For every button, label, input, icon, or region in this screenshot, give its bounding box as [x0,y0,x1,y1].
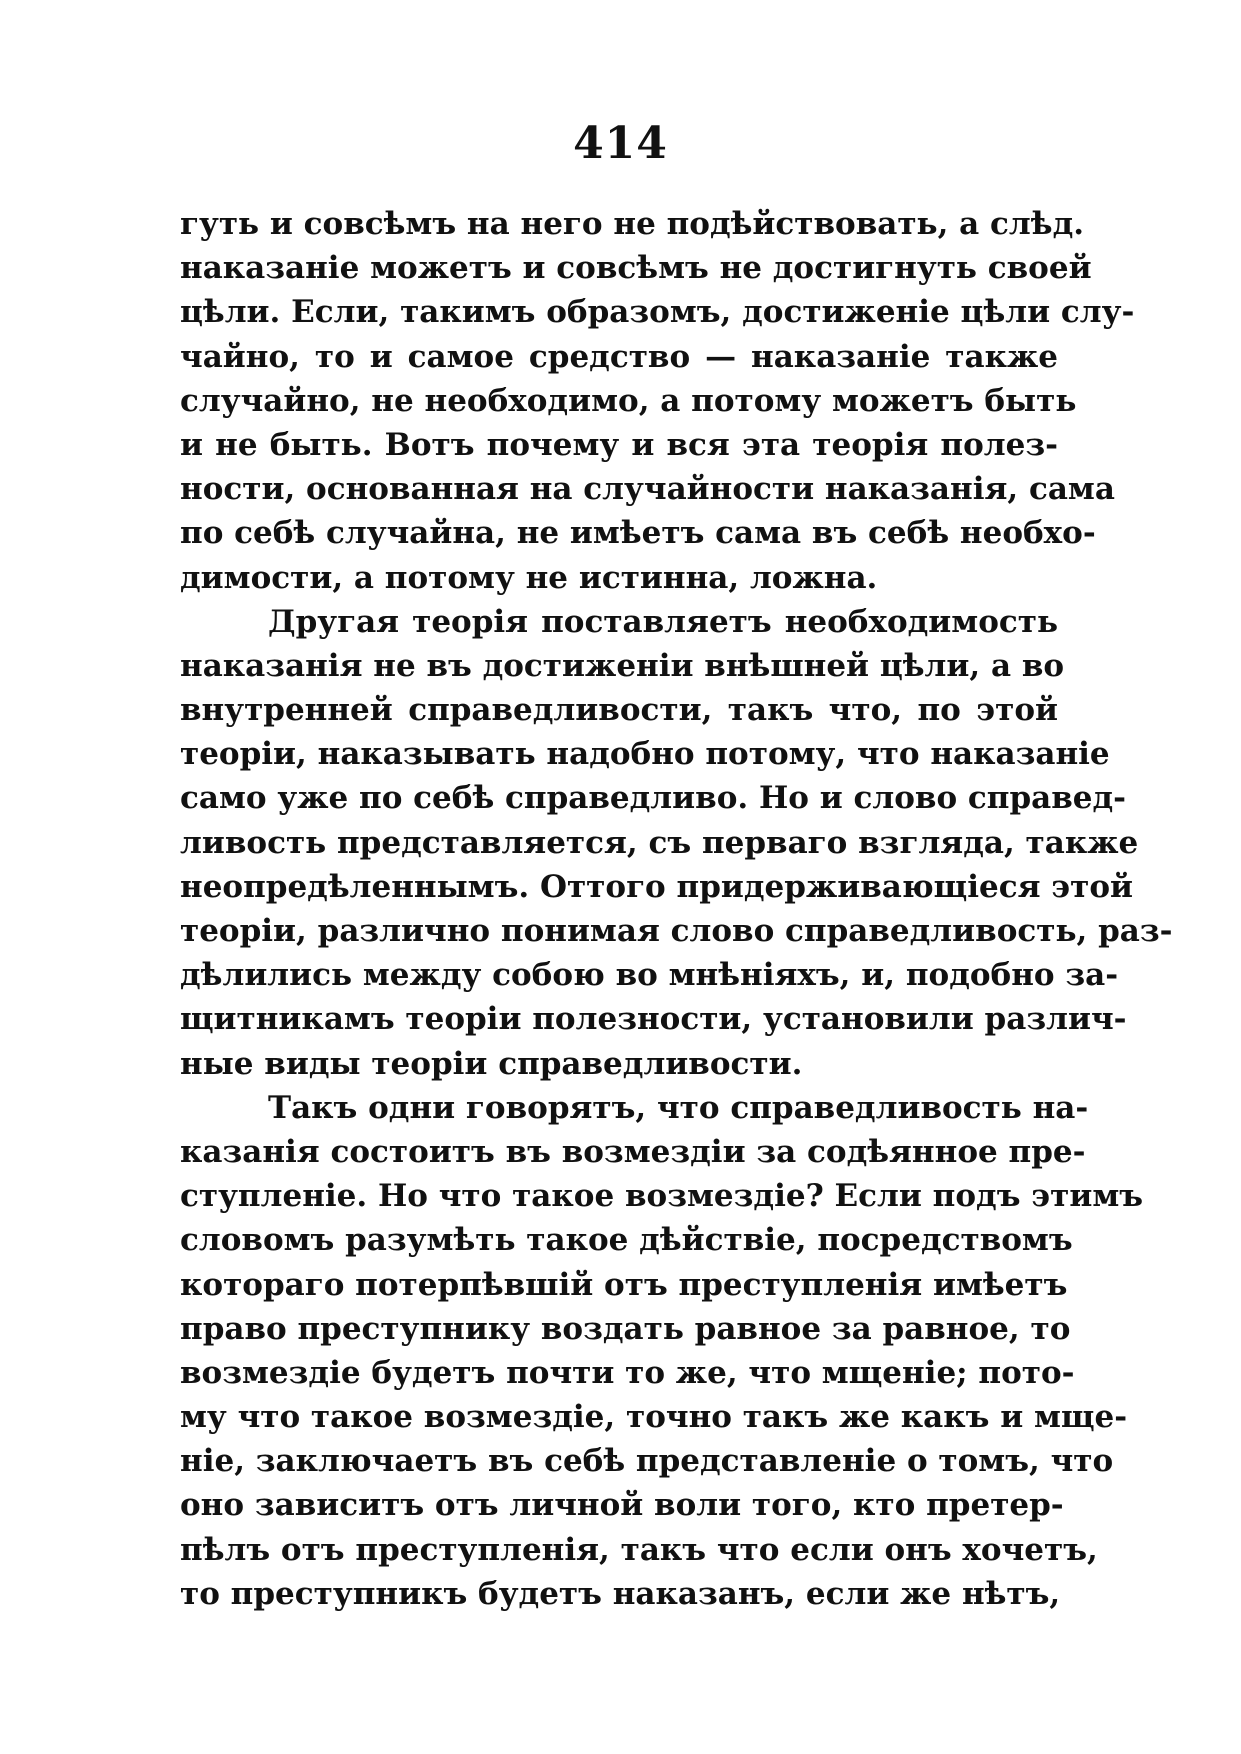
text-line: наказаніе можетъ и совсѣмъ не достигнуть своей [180,250,1092,287]
text-line: оно зависитъ отъ личной воли того, кто претер- [180,1487,1064,1524]
text-line: ніе, заключаетъ въ себѣ представленіе о томъ, что [180,1443,1114,1480]
paragraph-start-line: Другая теорія поставляетъ необходимость [268,603,1058,640]
text-line: котораго потерпѣвшій отъ преступленія имѣетъ [180,1266,1068,1303]
text-line: димости, а потому не истинна, ложна. [180,559,878,596]
text-line: дѣлились между собою во мнѣніяхъ, и, подобно за- [180,957,1119,994]
text-line: щитникамъ теоріи полезности, установили различ- [180,1001,1127,1038]
text-line: и не быть. Вотъ почему и вся эта теорія полез- [180,426,1058,463]
text-line: ступленіе. Но что такое возмездіе? Если подъ этимъ [180,1178,1144,1215]
text-line: ности, основанная на случайности наказанія, сама [180,471,1115,508]
text-line: пѣлъ отъ преступленія, такъ что если онъ хочетъ, [180,1531,1098,1568]
text-line: ливость представляется, съ перваго взгляда, также [180,824,1139,861]
text-line: неопредѣленнымъ. Оттого придерживающіеся этой [180,868,1134,905]
text-line: му что такое возмездіе, точно такъ же какъ и мще- [180,1399,1128,1436]
page-number: 414 [573,118,668,169]
text-line: то преступникъ будетъ наказанъ, если же нѣтъ, [180,1575,1061,1612]
text-line: само уже по себѣ справедливо. Но и слово справед- [180,780,1127,817]
text-line: наказанія не въ достиженіи внѣшней цѣли, а во [180,647,1065,684]
text-line: возмездіе будетъ почти то же, что мщеніе; пото- [180,1354,1075,1391]
text-line: случайно, не необходимо, а потому можетъ быть [180,382,1077,419]
paragraph-start-line: Такъ одни говорятъ, что справедливость на- [268,1089,1089,1126]
text-line: цѣли. Если, такимъ образомъ, достиженіе цѣли слу- [180,294,1135,331]
text-line: теоріи, различно понимая слово справедливость, раз- [180,913,1173,949]
text-line: чайно, то и самое средство — наказаніе также [180,338,1058,375]
text-line: право преступнику воздать равное за равное, то [180,1310,1071,1347]
text-line: словомъ разумѣть такое дѣйствіе, посредствомъ [180,1222,1073,1259]
text-line: внутренней справедливости, такъ что, по этой [180,692,1058,729]
text-line: ные виды теоріи справедливости. [180,1045,803,1082]
text-line: казанія состоитъ въ возмездіи за содѣянное пре- [180,1133,1086,1170]
text-line: по себѣ случайна, не имѣетъ сама въ себѣ необхо- [180,515,1096,552]
text-line: теоріи, наказывать надобно потому, что наказаніе [180,736,1110,773]
text-line: гуть и совсѣмъ на него не подѣйствовать, а слѣд. [180,206,1085,242]
body-text [180,202,1173,1616]
